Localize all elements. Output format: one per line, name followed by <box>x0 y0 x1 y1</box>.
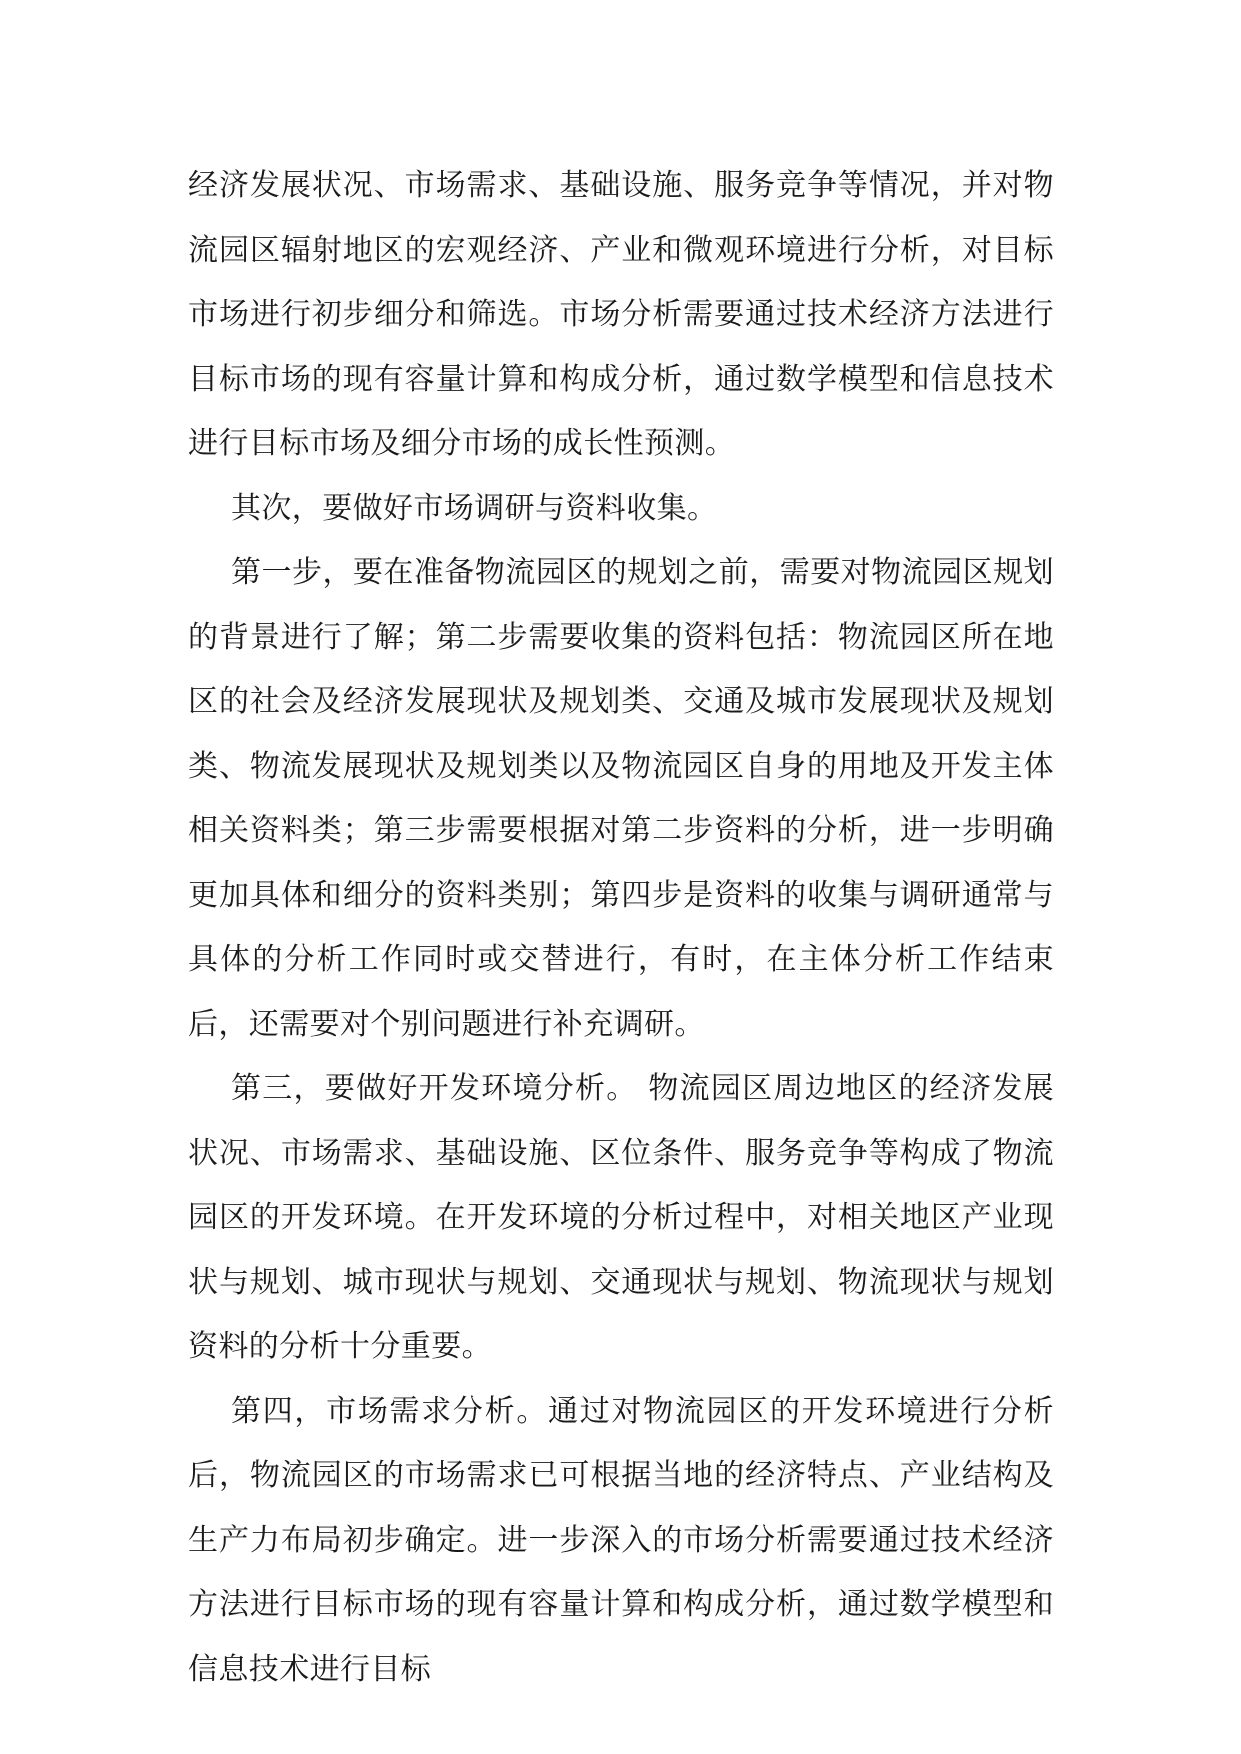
paragraph-market-analysis-continued: 经济发展状况、市场需求、基础设施、服务竞争等情况，并对物流园区辐射地区的宏观经济、产业和微观环境进行分析，对目标市场进行初步细分和筛选。市场分析需要通过技术经济方法进行目标市场的现有容量计算和构成分析，通过数学模型和信息技术进行目标市场及细分市场的成长性预测。 <box>188 168 1054 461</box>
paragraph-second-point: 其次，要做好市场调研与资料收集。 <box>231 490 718 526</box>
paragraph-fourth-point: 第四，市场需求分析。通过对物流园区的开发环境进行分析后，物流园区的市场需求已可根据当地的经济特点、产业结构及生产力布局初步确定。进一步深入的市场分析需要通过技术经济方法进行目标市场的现有容量计算和构成分析，通过数学模型和信息技术进行目标 <box>188 1393 1054 1687</box>
paragraph-steps: 第一步，要在准备物流园区的规划之前，需要对物流园区规划的背景进行了解；第二步需要收集的资料包括：物流园区所在地区的社会及经济发展现状及规划类、交通及城市发展现状及规划类、物流发展现状及规划类以及物流园区自身的用地及开发主体相关资料类；第三步需要根据对第二步资料的分析，进一步明确更加具体和细分的资料类别；第四步是资料的收集与调研通常与具体的分析工作同时或交替进行，有时，在主体分析工作结束后，还需要对个别问题进行补充调研。 <box>188 555 1054 1042</box>
paragraph-third-point: 第三，要做好开发环境分析。 物流园区周边地区的经济发展状况、市场需求、基础设施、区位条件、服务竞争等构成了物流园区的开发环境。在开发环境的分析过程中，对相关地区产业现状与规划、城市现状与规划、交通现状与规划、物流现状与规划资料的分析十分重要。 <box>188 1071 1054 1364</box>
document-body <box>188 154 1054 1702</box>
